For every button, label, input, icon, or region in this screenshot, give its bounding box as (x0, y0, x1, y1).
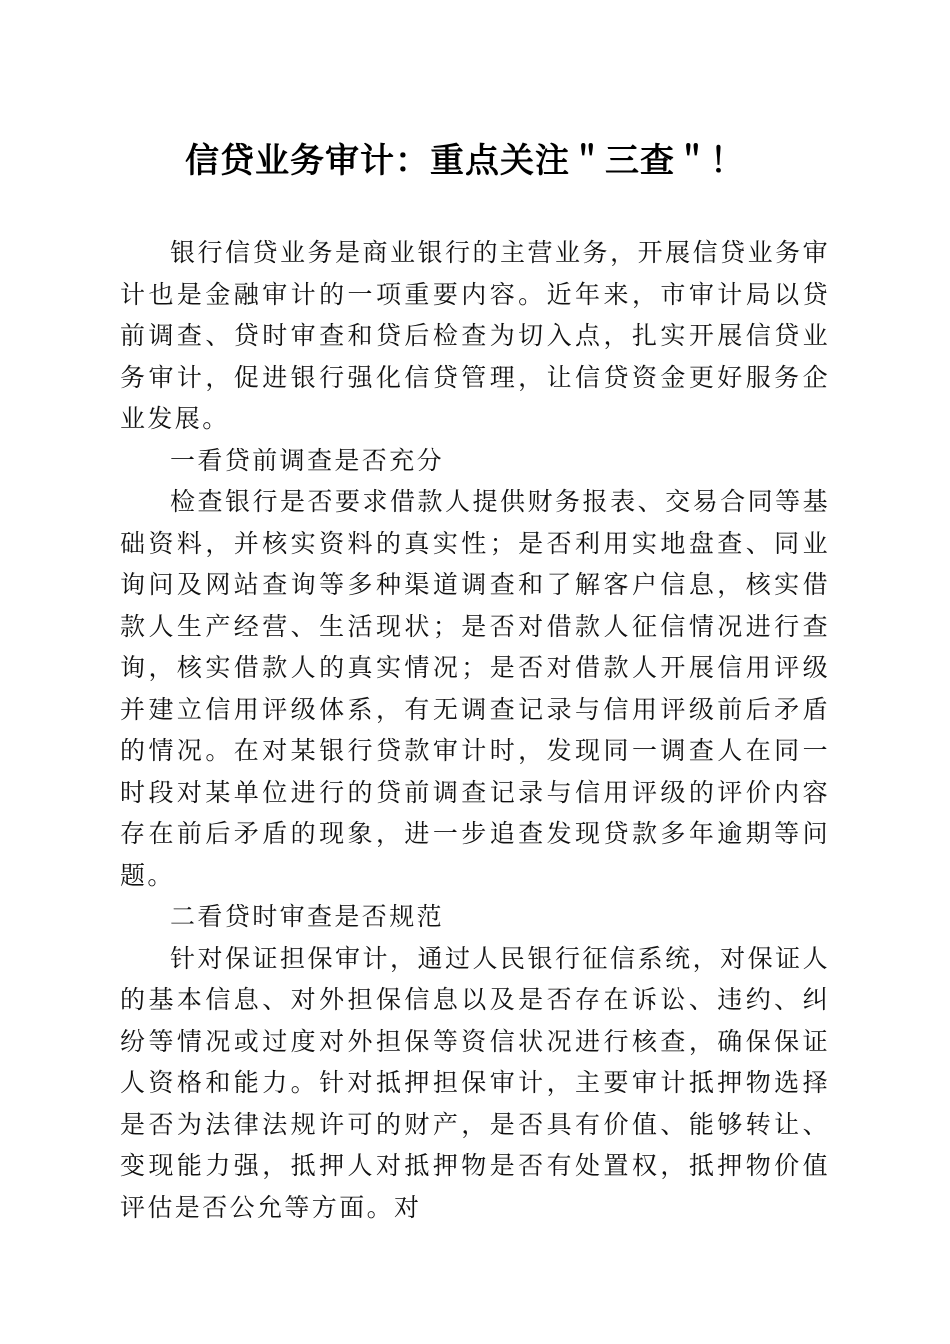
section-heading-1: 一看贷前调查是否充分 (170, 445, 445, 475)
paragraph-intro: 银行信贷业务是商业银行的主营业务，开展信贷业务审计也是金融审计的一项重要内容。近年来，市审计局以贷前调查、贷时审查和贷后检查为切入点，扎实开展信贷业务审计，促进银行强化信贷管理，让信贷资金更好服务企业发展。 (120, 238, 830, 433)
document-title: 信贷业务审计：重点关注＂三查＂！ (185, 141, 745, 181)
section-heading-2: 二看贷时审查是否规范 (170, 902, 445, 931)
document-body (120, 232, 830, 1228)
paragraph-section-2: 针对保证担保审计，通过人民银行征信系统，对保证人的基本信息、对外担保信息以及是否存在诉讼、违约、纠纷等情况或过度对外担保等资信状况进行核查，确保保证人资格和能力。针对抵押担保审计，主要审计抵押物选择是否为法律法规许可的财产，是否具有价值、能够转让、变现能力强，抵押人对抵押物是否有处置权，抵押物价值评估是否公允等方面。对 (120, 943, 830, 1222)
paragraph-section-1: 检查银行是否要求借款人提供财务报表、交易合同等基础资料，并核实资料的真实性；是否利用实地盘查、同业询问及网站查询等多种渠道调查和了解客户信息，核实借款人生产经营、生活现状；是否对借款人征信情况进行查询，核实借款人的真实情况；是否对借款人开展信用评级并建立信用评级体系，有无调查记录与信用评级前后矛盾的情况。在对某银行贷款审计时，发现同一调查人在同一时段对某单位进行的贷前调查记录与信用评级的评价内容存在前后矛盾的现象，进一步追查发现贷款多年逾期等问题。 (120, 487, 830, 890)
